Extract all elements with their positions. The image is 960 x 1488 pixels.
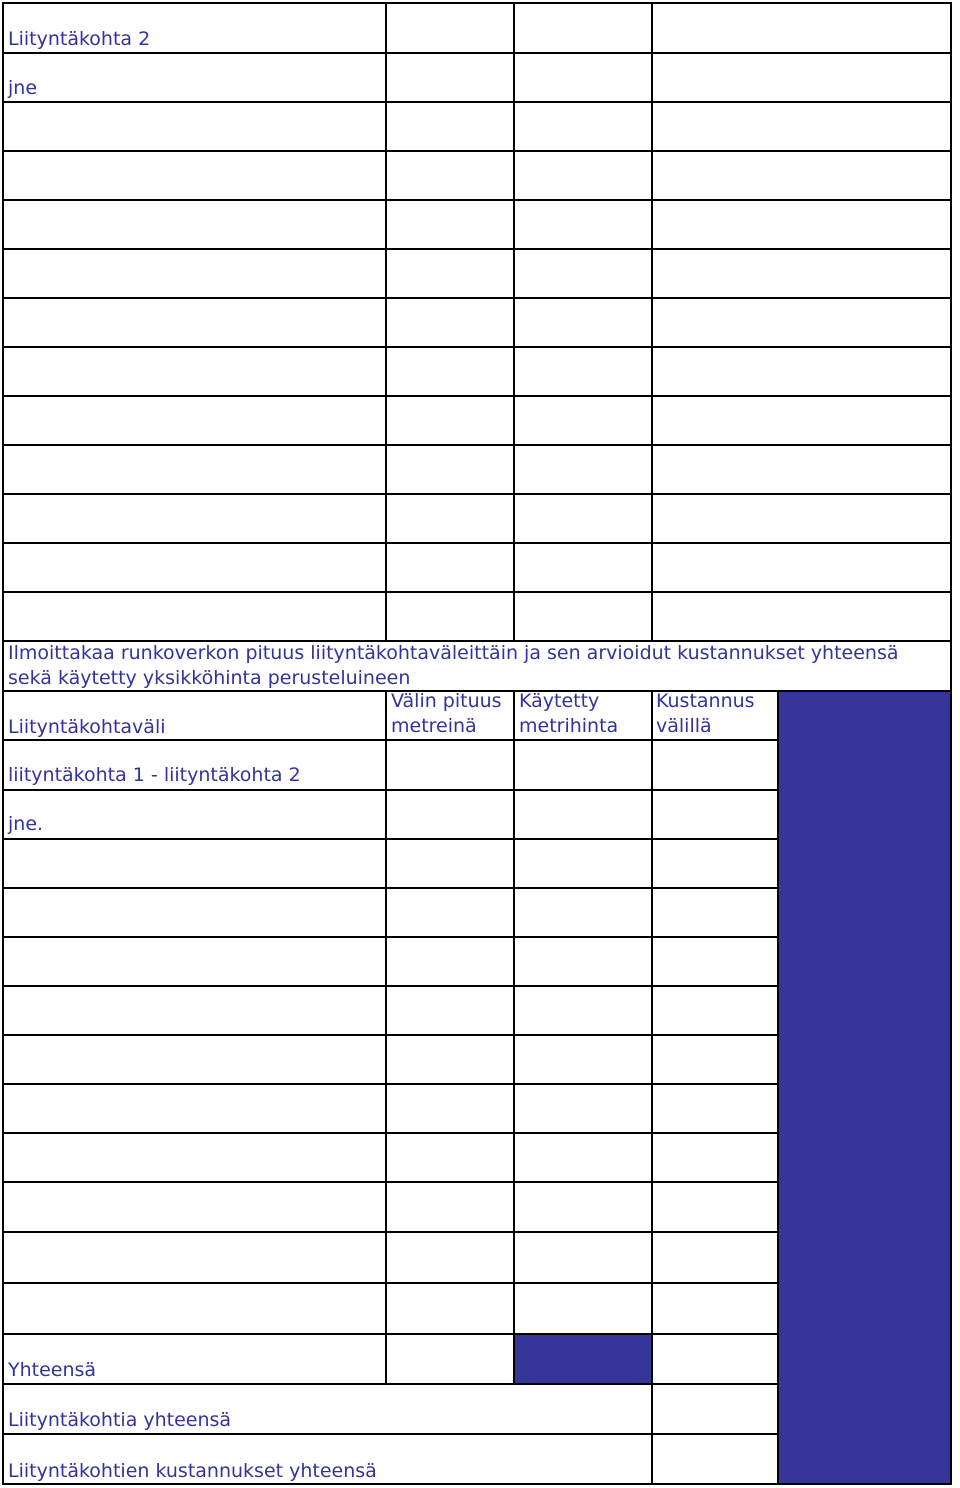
- grid-cell[interactable]: [2, 1181, 387, 1233]
- grid-cell[interactable]: [651, 1333, 779, 1385]
- top-table-cell[interactable]: [651, 2, 952, 54]
- top-table-cell[interactable]: [513, 444, 653, 495]
- connections-total-label: Liityntäkohtia yhteensä: [8, 1409, 232, 1431]
- grid-cell[interactable]: [513, 1083, 653, 1134]
- grid-cell[interactable]: [2, 1282, 387, 1335]
- grid-cell[interactable]: [385, 1231, 515, 1284]
- top-table-cell[interactable]: [513, 493, 653, 544]
- top-table-cell[interactable]: [513, 542, 653, 593]
- top-table-cell[interactable]: [651, 248, 952, 299]
- grid-cell[interactable]: [385, 1083, 515, 1134]
- grid-cell[interactable]: [513, 936, 653, 987]
- top-table-cell[interactable]: [513, 199, 653, 250]
- top-table-cell[interactable]: [651, 346, 952, 397]
- top-table-cell[interactable]: [385, 542, 515, 593]
- grid-cell[interactable]: [385, 1282, 515, 1335]
- grid-cell[interactable]: [2, 838, 387, 889]
- grid-cell[interactable]: [2, 1034, 387, 1085]
- grid-cell[interactable]: [513, 887, 653, 938]
- grid-cell[interactable]: [513, 1132, 653, 1183]
- grid-cell[interactable]: [651, 739, 779, 791]
- header-interval: Liityntäkohtaväli: [8, 716, 166, 738]
- top-table-cell[interactable]: [513, 248, 653, 299]
- header-cost-2: välillä: [656, 715, 712, 737]
- top-table-cell[interactable]: [513, 297, 653, 348]
- grid-cell[interactable]: [513, 1231, 653, 1284]
- top-table-cell[interactable]: [2, 493, 387, 544]
- top-table-cell[interactable]: [385, 493, 515, 544]
- grid-cell[interactable]: [385, 838, 515, 889]
- top-table-cell[interactable]: [513, 52, 653, 103]
- top-table-cell[interactable]: [385, 52, 515, 103]
- grid-cell[interactable]: [385, 1181, 515, 1233]
- grid-cell[interactable]: [2, 1132, 387, 1183]
- grid-cell[interactable]: [513, 838, 653, 889]
- top-table-cell[interactable]: [385, 101, 515, 152]
- top-table-cell[interactable]: [2, 346, 387, 397]
- header-length-1: Välin pituus: [391, 690, 502, 712]
- grid-cell[interactable]: [513, 985, 653, 1036]
- grid-cell[interactable]: [513, 789, 653, 840]
- top-table-cell[interactable]: [2, 248, 387, 299]
- header-price-2: metrihinta: [519, 715, 619, 737]
- grid-cell[interactable]: [2, 1231, 387, 1284]
- top-table-cell[interactable]: [651, 297, 952, 348]
- top-table-cell[interactable]: [2, 52, 387, 103]
- top-table-cell[interactable]: [513, 101, 653, 152]
- top-table-cell[interactable]: [651, 542, 952, 593]
- grid-cell[interactable]: [651, 936, 779, 987]
- grid-cell[interactable]: [651, 789, 779, 840]
- top-table-cell[interactable]: [2, 101, 387, 152]
- grid-cell[interactable]: [2, 936, 387, 987]
- instruction-line-2: sekä käytetty yksikköhinta perusteluineen: [8, 667, 411, 689]
- shaded-panel[interactable]: [777, 690, 952, 1485]
- top-table-cell[interactable]: [385, 591, 515, 642]
- grid-cell[interactable]: [651, 1282, 779, 1335]
- top-table-cell[interactable]: [2, 297, 387, 348]
- connections-cost-value-cell[interactable]: [651, 1433, 779, 1485]
- grid-cell[interactable]: [513, 739, 653, 791]
- top-table-cell[interactable]: [651, 444, 952, 495]
- grid-cell[interactable]: [513, 1181, 653, 1233]
- grid-cell[interactable]: [651, 887, 779, 938]
- grid-cell[interactable]: [2, 985, 387, 1036]
- grid-cell[interactable]: [651, 1083, 779, 1134]
- grid-cell[interactable]: [385, 1034, 515, 1085]
- top-table-cell[interactable]: [385, 395, 515, 446]
- top-table-cell[interactable]: [651, 52, 952, 103]
- top-table-cell[interactable]: [513, 591, 653, 642]
- top-table-cell[interactable]: [385, 150, 515, 201]
- connections-total-value-cell[interactable]: [651, 1383, 779, 1435]
- top-table-cell[interactable]: [2, 150, 387, 201]
- grid-cell[interactable]: [651, 1034, 779, 1085]
- grid-cell[interactable]: [385, 936, 515, 987]
- grid-cell[interactable]: [385, 985, 515, 1036]
- grid-cell[interactable]: [385, 1132, 515, 1183]
- grid-cell[interactable]: [513, 1034, 653, 1085]
- top-table-cell[interactable]: [385, 2, 515, 54]
- interval-row-2: jne.: [8, 813, 44, 835]
- top-row-label-1: Liityntäkohta 2: [8, 28, 151, 50]
- top-table-cell[interactable]: [651, 395, 952, 446]
- top-table-cell[interactable]: [513, 2, 653, 54]
- top-table-cell[interactable]: [2, 444, 387, 495]
- header-length-2: metreinä: [391, 715, 477, 737]
- top-table-cell[interactable]: [385, 297, 515, 348]
- top-table-cell[interactable]: [385, 248, 515, 299]
- top-table-cell[interactable]: [2, 199, 387, 250]
- header-cost-1: Kustannus: [656, 690, 755, 712]
- grid-cell[interactable]: [2, 887, 387, 938]
- top-table-cell[interactable]: [385, 199, 515, 250]
- top-table-cell[interactable]: [651, 591, 952, 642]
- header-price-1: Käytetty: [519, 690, 600, 712]
- grid-cell[interactable]: [2, 789, 387, 840]
- top-table-cell[interactable]: [651, 150, 952, 201]
- total-label: Yhteensä: [8, 1359, 97, 1381]
- top-row-label-2: jne: [8, 77, 38, 99]
- top-table-cell[interactable]: [513, 150, 653, 201]
- top-table-cell[interactable]: [2, 591, 387, 642]
- connections-cost-label: Liityntäkohtien kustannukset yhteensä: [8, 1460, 377, 1482]
- grid-cell[interactable]: [651, 1132, 779, 1183]
- instruction-line-1: Ilmoittakaa runkoverkon pituus liityntäkohtaväleittäin ja sen arvioidut kustannukset yhteensä: [8, 642, 899, 664]
- grid-cell[interactable]: [651, 1231, 779, 1284]
- shaded-cell[interactable]: [513, 1333, 653, 1385]
- top-table-cell[interactable]: [651, 199, 952, 250]
- grid-cell[interactable]: [651, 985, 779, 1036]
- top-table-cell[interactable]: [651, 101, 952, 152]
- top-table-cell[interactable]: [513, 346, 653, 397]
- top-table-cell[interactable]: [2, 542, 387, 593]
- grid-cell[interactable]: [651, 1181, 779, 1233]
- top-table-cell[interactable]: [2, 395, 387, 446]
- top-table-cell[interactable]: [651, 493, 952, 544]
- top-table-cell[interactable]: [385, 346, 515, 397]
- grid-cell[interactable]: [513, 1282, 653, 1335]
- top-table-cell[interactable]: [513, 395, 653, 446]
- grid-cell[interactable]: [385, 739, 515, 791]
- grid-cell[interactable]: [385, 1333, 515, 1385]
- grid-cell[interactable]: [651, 838, 779, 889]
- grid-cell[interactable]: [385, 887, 515, 938]
- top-table-cell[interactable]: [385, 444, 515, 495]
- grid-cell[interactable]: [385, 789, 515, 840]
- grid-cell[interactable]: [2, 1083, 387, 1134]
- interval-row-1: liityntäkohta 1 - liityntäkohta 2: [8, 764, 301, 786]
